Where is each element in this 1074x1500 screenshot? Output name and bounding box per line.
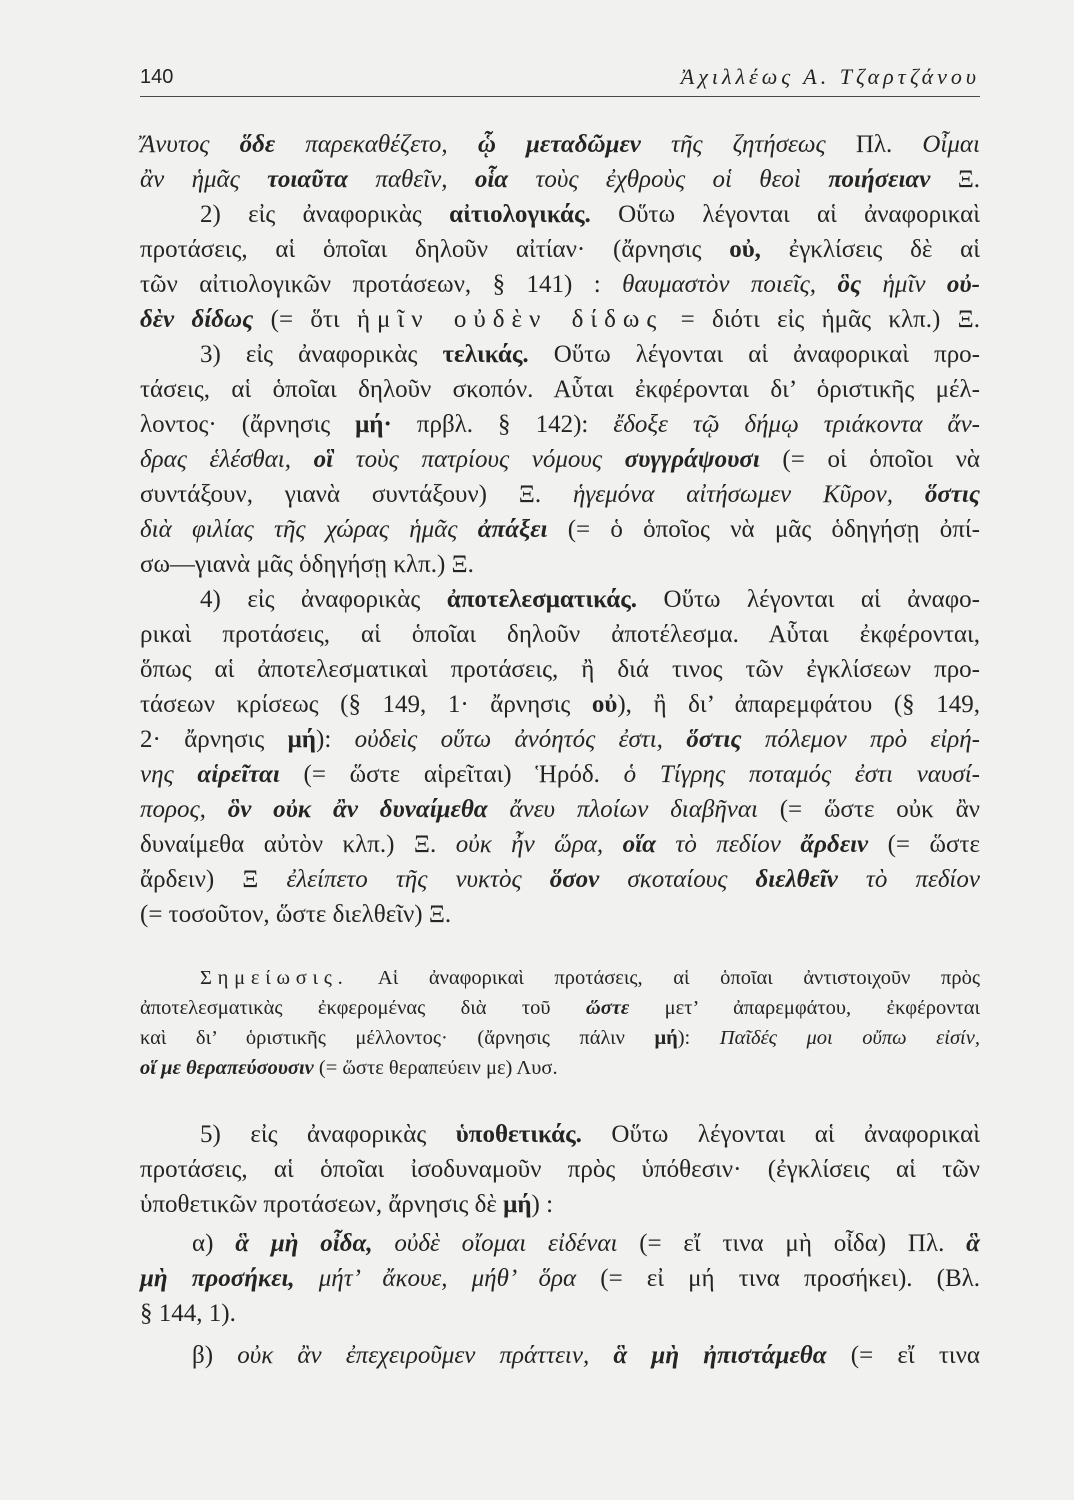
bold-italic-run: ἃ: [966, 1230, 980, 1257]
bold-run: αἰτιολογικάς.: [449, 201, 591, 228]
text-run: Οὕτω λέγονται αἱ ἀναφο-: [637, 586, 980, 613]
text-run: (= ὥστε οὐκ ἂν: [757, 796, 980, 823]
text-line: [140, 1338, 980, 1373]
spaced-run: ἡμῖν οὐδὲν δίδως: [356, 306, 664, 333]
text-run: (= ὅτι: [253, 306, 357, 333]
text-line: [140, 582, 980, 617]
italic-run: Παῖδές μοι οὔπω εἰσίν,: [719, 1027, 980, 1049]
bold-run: ἀποτελεσματικάς.: [446, 586, 638, 613]
text-line: [140, 162, 980, 197]
text-line: [140, 372, 980, 407]
italic-run: οὐκ ἂν ἐπεχειροῦμεν πράττειν,: [237, 1342, 614, 1369]
text-line: [140, 963, 980, 993]
text-run: ἄρδειν) Ξ: [140, 866, 287, 893]
text-line: [140, 267, 980, 302]
bold-italic-run: ᾧ μεταδῶμεν: [477, 131, 641, 158]
text-run: τάσεων κρίσεως (§ 149, 1· ἄρνησις: [140, 691, 592, 718]
italic-run: ἔδοξε τῷ δήμῳ τριάκοντα ἄν-: [613, 411, 980, 438]
bold-italic-run: ἃ μὴ ἠπιστάμεθα: [613, 1342, 827, 1369]
text-run: Πλ.: [825, 131, 923, 158]
text-line: [140, 993, 980, 1023]
bold-run: οὐ,: [729, 236, 761, 263]
text-run: β): [192, 1342, 238, 1369]
paragraph-4: [140, 582, 980, 932]
text-run: ἀποτελεσματικὰς ἐκφερομένας διὰ τοῦ: [140, 997, 586, 1019]
text-run: ὑποθετικῶν προτάσεων, ἄρνησις δὲ: [140, 1191, 504, 1218]
text-line: [140, 197, 980, 232]
text-run: (= ὥστε θεραπεύειν με) Λυσ.: [313, 1057, 558, 1079]
text-run: ) :: [531, 1191, 554, 1218]
text-line: [140, 302, 980, 337]
bold-run: τελικάς.: [442, 341, 529, 368]
bold-italic-run: δὲν δίδως: [140, 306, 254, 333]
bold-run: μή: [503, 1191, 532, 1218]
italic-run: μήτ’ ἄκουε, μήθ’ ὅρα: [294, 1265, 577, 1292]
paragraph-3: [140, 337, 980, 582]
bold-italic-run: οἳ: [313, 446, 334, 473]
bold-italic-run: συγγράψουσι: [624, 446, 760, 473]
text-run: ):: [316, 726, 355, 753]
text-run: λοντος· (ἄρνησις: [140, 411, 356, 438]
text-run: προτάσεις, αἱ ὁποῖαι ἰσοδυναμοῦν πρὸς ὑπόθεσιν· (ἐγκλίσεις αἱ τῶν: [140, 1156, 980, 1183]
bold-italic-run: ὃς: [837, 271, 862, 298]
text-run: συντάξουν, γιανὰ συντάξουν) Ξ.: [140, 481, 573, 508]
text-line: [140, 512, 980, 547]
running-header: [140, 62, 980, 92]
bold-italic-run: ὥστε: [585, 997, 630, 1019]
italic-run: τὸ πεδίον: [837, 866, 980, 893]
italic-run: οὐδεὶς οὕτω ἀνόητός ἐστι,: [354, 726, 687, 753]
bold-italic-run: τοιαῦτα: [267, 166, 349, 193]
text-run: τῶν αἰτιολογικῶν προτάσεων, § 141) :: [140, 271, 623, 298]
text-run: τάσεις, αἱ ὁποῖαι δηλοῦν σκοπόν. Αὗται ἐκφέρονται δι’ ὁριστικῆς μέλ-: [140, 376, 980, 403]
italic-run: παθεῖν,: [348, 166, 475, 193]
text-run: προτάσεις, αἱ ὁποῖαι δηλοῦν αἰτίαν· (ἄρνησις: [140, 236, 730, 263]
italic-run: παρεκαθέζετο,: [275, 131, 478, 158]
text-run: ἐγκλίσεις δὲ αἱ: [760, 236, 981, 263]
bold-italic-run: ἀπάξει: [477, 516, 548, 543]
italic-run: ἂν ἡμᾶς: [140, 166, 268, 193]
bold-italic-run: ποιήσειαν: [828, 166, 931, 193]
text-run: Οὕτω λέγονται αἱ ἀναφορικαὶ: [581, 1121, 980, 1148]
text-line: [140, 1053, 980, 1083]
italic-run: ὁ Τίγρης ποταμός ἐστι ναυσί-: [623, 761, 980, 788]
text-run: 5) εἰς ἀναφορικὰς: [200, 1121, 456, 1148]
text-run: 2) εἰς ἀναφορικὰς: [200, 201, 450, 228]
italic-run: ἡγεμόνα αἰτήσωμεν Κῦρον,: [573, 481, 925, 508]
bold-italic-run: ἃ μὴ οἶδα,: [235, 1230, 373, 1257]
bold-run: μή: [654, 1027, 678, 1049]
italic-run: ἡμῖν: [861, 271, 947, 298]
bold-italic-run: ὅστις: [686, 726, 742, 753]
text-line: [140, 547, 980, 582]
text-run: α): [192, 1230, 236, 1257]
italic-run: πόλεμον πρὸ εἰρή-: [741, 726, 980, 753]
text-run: ), ἢ δι’ ἀπαρεμφάτου (§ 149,: [617, 691, 980, 718]
text-line: [140, 827, 980, 862]
paragraph-2: [140, 197, 980, 337]
text-run: § 144, 1).: [140, 1300, 236, 1327]
text-line: [140, 722, 980, 757]
text-run: Αἱ ἀναφορικαὶ προτάσεις, αἱ ὁποῖαι ἀντιστοιχοῦν πρὸς: [348, 967, 980, 989]
italic-run: διὰ φιλίας τῆς χώρας ἡμᾶς: [140, 516, 478, 543]
italic-run: σκοταίους: [599, 866, 756, 893]
note-block: [140, 963, 980, 1083]
text-line: [140, 407, 980, 442]
spaced-run: Σημείωσις.: [200, 967, 349, 989]
italic-run: δρας ἑλέσθαι,: [140, 446, 314, 473]
page-number: 140: [140, 66, 174, 88]
italic-run: τὸ πεδίον: [655, 831, 801, 858]
text-line: [140, 792, 980, 827]
bold-italic-run: οὐ-: [946, 271, 980, 298]
italic-run: τοὺς ἐχθροὺς οἱ θεοὶ: [508, 166, 829, 193]
text-line: [140, 1296, 980, 1331]
text-run: Οὕτω λέγονται αἱ ἀναφορικαὶ προ-: [528, 341, 980, 368]
text-run: 4) εἰς ἀναφορικὰς: [200, 586, 447, 613]
bold-italic-run: οἵα: [622, 831, 656, 858]
bold-italic-run: ὅσον: [549, 866, 600, 893]
text-line: [140, 232, 980, 267]
text-line: [140, 127, 980, 162]
text-line: [140, 337, 980, 372]
paragraph-1: [140, 127, 980, 197]
text-line: [140, 1261, 980, 1296]
italic-run: Ἄνυτος: [140, 131, 240, 158]
bold-italic-run: ὃν οὐκ ἂν δυναίμεθα: [227, 796, 488, 823]
text-line: [140, 1226, 980, 1261]
bold-italic-run: ἄρδειν: [800, 831, 869, 858]
bold-italic-run: οἷα: [474, 166, 509, 193]
text-line: [140, 652, 980, 687]
italic-run: τῆς ζητήσεως: [640, 131, 826, 158]
italic-run: ἐλείπετο τῆς νυκτὸς: [286, 866, 550, 893]
text-run: ρικαὶ προτάσεις, αἱ ὁποῖαι δηλοῦν ἀποτέλεσμα. Αὗται ἐκφέρονται,: [140, 621, 980, 648]
subparagraph-alpha: [140, 1226, 980, 1331]
bold-italic-run: ὅδε: [239, 131, 276, 158]
main-text-block: [140, 127, 980, 932]
italic-run: οὐκ ἦν ὥρα,: [455, 831, 623, 858]
italic-run: πορος,: [140, 796, 228, 823]
text-run: (= εἴ τινα: [826, 1342, 981, 1369]
text-run: (= ὥστε: [868, 831, 980, 858]
text-run: πρβλ. § 142):: [391, 411, 614, 438]
text-run: (= εἴ τινα μὴ οἶδα) Πλ.: [617, 1230, 967, 1257]
italic-run: τοὺς πατρίους νόμους: [333, 446, 625, 473]
text-line: [140, 862, 980, 897]
bold-run: μή·: [355, 411, 392, 438]
text-run: = διότι εἰς ἡμᾶς κλπ.) Ξ.: [663, 306, 980, 333]
text-line: [140, 442, 980, 477]
text-run: δυναίμεθα αὐτὸν κλπ.) Ξ.: [140, 831, 456, 858]
text-line: [140, 1187, 980, 1222]
text-run: 2· ἄρνησις: [140, 726, 288, 753]
text-line: [140, 1152, 980, 1187]
text-line: [140, 757, 980, 792]
text-run: (= ὥστε αἱρεῖται) Ἡρόδ.: [279, 761, 624, 788]
text-run: καὶ δι’ ὁριστικῆς μέλλοντος· (ἄρνησις πάλιν: [140, 1027, 655, 1049]
bold-italic-run: αἱρεῖται: [197, 761, 280, 788]
text-run: (= οἱ ὁποῖοι νὰ: [759, 446, 980, 473]
text-run: (= εἰ μή τινα προσήκει). (Βλ.: [576, 1265, 981, 1292]
bold-italic-run: διελθεῖν: [755, 866, 838, 893]
text-run: Ξ.: [930, 166, 981, 193]
bold-italic-run: ὅστις: [924, 481, 980, 508]
bold-italic-run: μὴ προσήκει,: [140, 1265, 295, 1292]
text-run: Οὕτω λέγονται αἱ ἀναφορικαὶ: [590, 201, 980, 228]
text-run: (= ὁ ὁποῖος νὰ μᾶς ὁδηγήσῃ ὀπί-: [547, 516, 980, 543]
bold-run: ὑποθετικάς.: [455, 1121, 582, 1148]
subparagraph-beta: [140, 1338, 980, 1373]
text-line: [140, 1117, 980, 1152]
italic-run: Οἶμαι: [922, 131, 980, 158]
italic-run: οὐδὲ οἴομαι εἰδέναι: [372, 1230, 618, 1257]
bold-run: μή: [287, 726, 316, 753]
text-run: ):: [677, 1027, 720, 1049]
bold-italic-run: οἵ με θεραπεύσουσιν: [140, 1057, 314, 1079]
italic-run: θαυμαστὸν ποιεῖς,: [622, 271, 838, 298]
header-rule: [140, 96, 980, 97]
text-run: σω—γιανὰ μᾶς ὁδηγήσῃ κλπ.) Ξ.: [140, 551, 474, 578]
bold-run: οὐ: [591, 691, 618, 718]
paragraph-5: [140, 1117, 980, 1222]
text-line: [140, 477, 980, 512]
text-line: [140, 1023, 980, 1053]
text-run: μετ’ ἀπαρεμφάτου, ἐκφέρονται: [629, 997, 980, 1019]
running-title: Ἀχιλλέως Α. Τζαρτζάνου: [680, 64, 980, 89]
text-line: [140, 687, 980, 722]
italic-run: ἄνευ πλοίων διαβῆναι: [487, 796, 758, 823]
text-line: [140, 617, 980, 652]
text-run: (= τοσοῦτον, ὥστε διελθεῖν) Ξ.: [140, 901, 452, 928]
text-run: 3) εἰς ἀναφορικὰς: [200, 341, 443, 368]
text-line: [140, 897, 980, 932]
text-run: ὅπως αἱ ἀποτελεσματικαὶ προτάσεις, ἢ διά τινος τῶν ἐγκλίσεων προ-: [140, 656, 980, 683]
italic-run: νης: [140, 761, 198, 788]
